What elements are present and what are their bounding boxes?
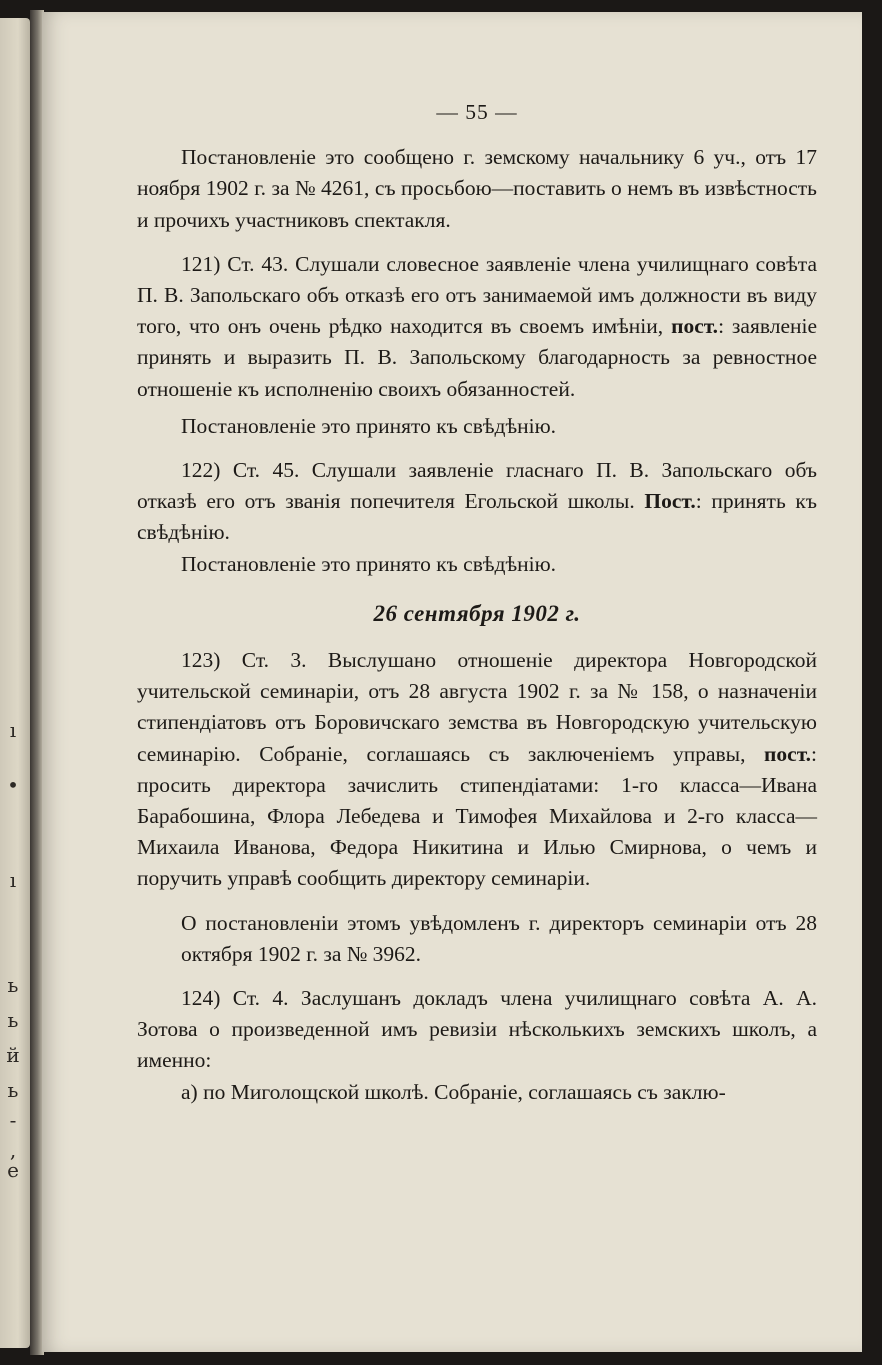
bleed-glyph: е [7,1158,19,1182]
page-text [137,97,817,1108]
paragraph-text: : принять къ свѣдѣнію. [137,489,817,545]
previous-page-edge [0,18,30,1348]
paragraph-text: 123) Ст. 3. Выслушано отношеніе директора Новгородской учительской семинаріи, отъ 28 августа 1902 г. за № 158, о назначеніи стипендіатовъ отъ Боровичскаго земства въ Новгородскую учительскую семинарію. Собраніе, соглашаясь съ заключеніемъ управы, [137,648,817,766]
paragraph: а) по Миголощской школѣ. Собраніе, соглашаясь съ заклю- [181,1079,726,1104]
paragraph-text: 121) Ст. 43. Слушали словесное заявленіе члена училищнаго совѣта П. В. Запольскаго объ отказѣ его отъ занимаемой имъ должности въ виду того, что онъ очень рѣдко находится въ своемъ имѣніи, [137,251,817,339]
bleed-glyph: ь [7,1078,19,1102]
bleed-glyph: ь [7,973,19,997]
paragraph-item-121 [137,249,817,405]
paragraph-item-122 [137,455,817,549]
date-heading: 26 сентября 1902 г. [373,600,581,626]
bleed-glyph: ı [9,868,17,892]
resolution-note: Постановленіе это принято къ свѣдѣнію. [181,413,557,438]
paragraph: Постановленіе это сообщено г. земскому начальнику 6 уч., отъ 17 ноября 1902 г. за № 4261, съ просьбою—поставить о немъ въ извѣстность и прочихъ участниковъ спектакля. [137,145,817,232]
paragraph-text: : заявленіе принять и выразить П. В. Запольскому благодарность за ревностное отношеніе къ исполненію своихъ обязанностей. [137,314,818,401]
page-number: — 55 — [436,100,518,124]
bleed-glyph: , [9,1138,17,1162]
bleed-glyph: ь [7,1008,19,1032]
resolution-keyword: Пост. [644,489,696,514]
paragraph-text: 122) Ст. 45. Слушали заявленіе гласнаго П. В. Запольскаго объ отказѣ его отъ званія попечителя Егольской школы. [137,458,817,514]
paragraph-item-124: 124) Ст. 4. Заслушанъ докладъ члена училищнаго совѣта А. А. Зотова о произведенной имъ ревизіи нѣсколькихъ земскихъ школъ, а именно: [137,986,817,1073]
paragraph-text: : просить директора зачислить стипендіатами: 1-го класса—Ивана Барабошина, Флора Лебедева и Тимофея Михайлова и 2-го класса—Михаила Иванова, Федора Никитина и Илью Смирнова, о чемъ и поручить управѣ сообщить директору семинаріи. [137,741,818,891]
bleed-glyph: • [7,773,19,797]
bleed-glyph: ı [9,718,17,742]
bleed-glyph: - [9,1108,17,1132]
bleed-glyph: й [6,1043,20,1067]
resolution-keyword: пост. [764,741,812,766]
resolution-note: О постановленіи этомъ увѣдомленъ г. директоръ семинаріи отъ 28 октября 1902 г. за № 3962. [181,910,817,966]
resolution-note: Постановленіе это принято къ свѣдѣнію. [181,551,557,576]
book-page [42,12,862,1352]
resolution-keyword: пост. [671,314,719,339]
paragraph-item-123 [137,645,817,895]
